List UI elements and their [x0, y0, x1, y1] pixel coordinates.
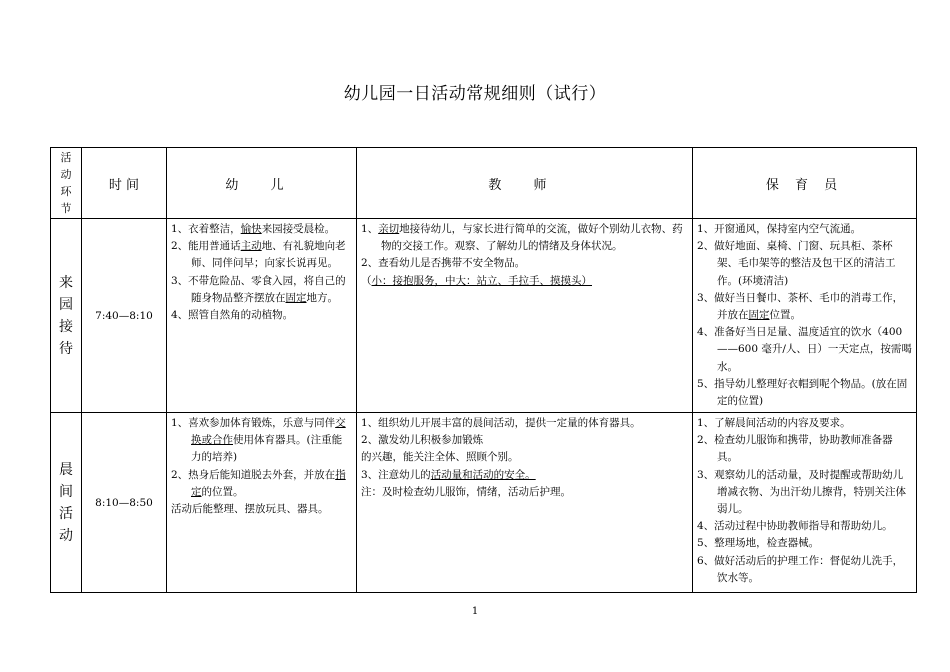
section-char: 待: [59, 340, 73, 357]
item-emphasis: 亲切: [378, 223, 400, 235]
list-item: [697, 535, 912, 552]
header-section-char: 环: [60, 185, 72, 198]
list-item: [361, 449, 688, 466]
header-caregiver-label: 保 育 员: [765, 177, 844, 193]
list-item: [697, 290, 912, 324]
row-section: [51, 413, 82, 593]
item-text: （: [361, 274, 372, 287]
item-emphasis: 交换或合作: [191, 417, 346, 447]
list-item: [697, 324, 912, 376]
item-text: 5、整理场地，检查器械。: [697, 537, 820, 550]
item-emphasis: 固定: [285, 291, 307, 304]
list-item: [697, 415, 912, 432]
item-text: 2、查看幼儿是否携带不安全物品。: [361, 257, 526, 270]
page-number: 1: [471, 606, 479, 617]
header-section-char: 节: [60, 202, 72, 215]
section-char: 接: [59, 318, 73, 335]
header-section-char: 动: [60, 168, 72, 181]
item-text: 2、能用普通话: [171, 240, 241, 253]
item-text: 3、注意幼儿的: [361, 468, 431, 481]
list-item: [697, 518, 912, 535]
item-text: 使用体育器具。(注重能力的培养): [191, 434, 343, 464]
teacher-cell: [357, 413, 693, 593]
item-text: 2、做好地面、桌椅、门窗、玩具柜、茶杯架、毛巾架等的整洁及包干区的清洁工作。(环境清洁): [697, 240, 896, 287]
item-text: 地、有礼貌地向老师、同伴问早；向家长说再见。: [191, 240, 346, 270]
list-item: [171, 501, 352, 518]
item-emphasis: 愉快: [240, 223, 262, 235]
item-text: 5、指导幼儿整理好衣帽到呢个物品。(放在固定的位置): [697, 377, 908, 408]
item-text: 2、检查幼儿服饰和携带，协助教师准备器具。: [697, 434, 893, 464]
header-child-label: 幼 儿: [225, 177, 298, 193]
header-section: [51, 148, 82, 219]
item-emphasis: 固定: [748, 309, 770, 322]
row-time: 8:10—8:50: [82, 413, 167, 593]
list-item: [171, 415, 352, 467]
item-text: 4、活动过程中协助教师指导和帮助幼儿。: [697, 520, 893, 533]
list-item: [697, 432, 912, 466]
item-emphasis: 主动: [240, 240, 262, 253]
item-text: 地接待幼儿，与家长进行简单的交流，做好个别幼儿衣物、药物的交接工作。观察、了解幼儿的情绪及身体状况。: [381, 223, 683, 253]
section-char: 间: [59, 483, 73, 500]
header-row: [51, 148, 917, 219]
list-item: [697, 467, 912, 519]
list-item: [171, 221, 352, 238]
item-text: 1、: [361, 223, 379, 235]
header-child: [167, 148, 357, 219]
list-item: [361, 221, 688, 255]
section-char: 动: [59, 527, 73, 544]
routine-table: [50, 147, 917, 593]
section-char: 园: [59, 296, 73, 313]
caregiver-cell: [693, 413, 917, 593]
section-char: 晨: [59, 461, 73, 478]
list-item: [361, 273, 688, 290]
section-char: 来: [59, 274, 73, 291]
row-section: [51, 219, 82, 413]
list-item: [361, 432, 688, 449]
item-emphasis: 指定: [191, 468, 346, 498]
item-text: 3、做好当日餐巾、茶杯、毛巾的消毒工作，并放在: [697, 291, 904, 322]
item-text: 4、准备好当日足量、温度适宜的饮水（400——600 毫升/人、日）一天定点，按需喝水。: [697, 326, 912, 373]
list-item: [361, 484, 688, 501]
child-cell: [167, 219, 357, 413]
teacher-cell: [357, 219, 693, 413]
list-item: [171, 307, 352, 324]
section-char: 活: [59, 505, 73, 522]
item-text: 4、照管自然角的动植物。: [171, 309, 294, 322]
item-text: 的位置。: [201, 485, 244, 498]
list-item: [171, 273, 352, 307]
item-text: 3、不带危险品、零食入园，将自己的随身物品整齐摆放在: [171, 274, 346, 304]
caregiver-cell: [693, 219, 917, 413]
list-item: [697, 238, 912, 290]
header-section-char: 活: [60, 151, 72, 164]
item-text: 1、衣着整洁，: [171, 223, 241, 235]
item-text: 1、了解晨间活动的内容及要求。: [697, 417, 851, 429]
header-teacher: [357, 148, 693, 219]
list-item: [171, 238, 352, 272]
page-title: 幼儿园一日活动常规细则（试行）: [343, 84, 607, 104]
row-time: 7:40—8:10: [82, 219, 167, 413]
list-item: [171, 467, 352, 501]
item-text: 6、做好活动后的护理工作：督促幼儿洗手，饮水等。: [697, 554, 904, 584]
item-text: 3、观察幼儿的活动量，及时提醒或帮助幼儿增减衣物、为出汗幼儿擦背，特别关注体弱儿。: [697, 468, 906, 516]
list-item: [697, 376, 912, 410]
item-text: 2、激发幼儿积极参加锻炼: [361, 434, 484, 447]
header-caregiver: [693, 148, 917, 219]
item-emphasis: 小：接抱服务，中大：站立、手拉手、摸摸头）: [371, 274, 592, 287]
item-text: 1、组织幼儿开展丰富的晨间活动，提供一定量的体育器具。: [361, 417, 641, 429]
list-item: [697, 221, 912, 238]
list-item: [697, 553, 912, 587]
table-row: [51, 219, 917, 413]
item-text: 来园接受晨检。: [261, 223, 336, 235]
header-time: 时 间: [82, 148, 167, 219]
item-text: 1、喜欢参加体育锻炼，乐意与同伴: [171, 417, 336, 429]
item-text: 注：及时检查幼儿服饰，情绪，活动后护理。: [361, 485, 571, 498]
item-emphasis: 活动量和活动的安全。: [430, 468, 536, 481]
list-item: [361, 255, 688, 272]
item-text: 位置。: [769, 309, 801, 322]
list-item: [361, 467, 688, 484]
item-text: 地方。: [306, 291, 338, 304]
item-text: 2、热身后能知道脱去外套，并放在: [171, 468, 336, 481]
list-item: [361, 415, 688, 432]
item-text: 的兴趣，能关注全体、照顾个别。: [361, 451, 519, 464]
header-teacher-label: 教 师: [488, 177, 561, 193]
item-text: 活动后能整理、摆放玩具、器具。: [171, 503, 329, 516]
table-row: [51, 413, 917, 593]
child-cell: [167, 413, 357, 593]
item-text: 1、开窗通风，保持室内空气流通。: [697, 223, 862, 235]
